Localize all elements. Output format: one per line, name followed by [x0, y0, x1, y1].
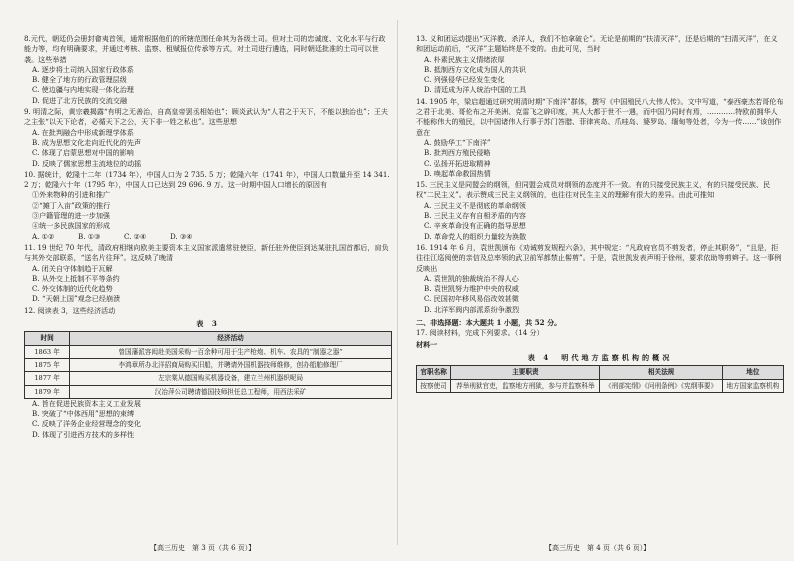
table-cell: 《刑部宪纲》《问刑条例》《宪纲事要》 [600, 379, 722, 392]
left-page [24, 34, 392, 441]
table-row [25, 385, 392, 398]
table-header-cell: 地位 [722, 366, 783, 379]
answer-option: A. 闭关自守体制趋于瓦解 [32, 263, 113, 273]
answer-option: D. 体现了引进西方技术的多样性 [32, 429, 135, 439]
answer-option: D. ③④ [170, 231, 193, 241]
answer-option: C. 反映了洋务企业经营理念的变化 [32, 419, 141, 429]
right-page [416, 34, 784, 393]
table-cell: 1879 年 [25, 385, 70, 398]
answer-option: B. 突破了“中体西用”思想的束缚 [32, 409, 135, 419]
answer-options-row [24, 232, 392, 242]
answer-option: A. 三民主义不是彻底的革命纲领 [424, 200, 526, 210]
question-stem: 13. 义和团运动提出“灭洋教、杀洋人，我们不怕拿破仑”。无论是前期的“扶清灭洋”，还是后期的“扫清灭洋”，在义和团运动前后，“灭洋”主题始终是不变的。由此可见，当时 [416, 34, 778, 54]
question [416, 243, 784, 315]
table-row [417, 379, 784, 392]
table-header-row [417, 366, 784, 379]
table-caption: 表 3 [196, 319, 220, 329]
table-cell: 曾国藩派容闳赴美国采购一百余种可用于生产枪炮、机车、农具的“制器之器” [70, 345, 392, 358]
question-stem: 9. 明清之际，黄宗羲揭露“有明之无善治，自高皇帝罢丞相始也”；顾炎武认为“人君之于天下，不能以独治也”；王夫之主张“以天下论者，必循天下之公，天下非一姓之私也”。这些思想 [24, 107, 389, 127]
section-heading: 二、非选择题：本大题共 1 小题，共 52 分。 [416, 318, 562, 328]
answer-option: B. 批判西方殖民侵略 [424, 148, 491, 158]
table-cell: 左宗棠从德国购买机器设备，建立兰州机器织呢局 [70, 372, 392, 385]
question [24, 170, 392, 242]
table-caption: 表 4 明代地方监察机构的概况 [527, 352, 673, 362]
answer-option: B. 袁世凯努力维护中央的权威 [424, 284, 519, 294]
table-header-cell: 时间 [25, 332, 70, 345]
data-table [416, 365, 784, 393]
left-page-footer: 【高三历史 第 3 页（共 6 页）】 [150, 544, 256, 552]
answer-option: A. 袁世凯的独裁统治不得人心 [424, 273, 519, 283]
data-table [24, 331, 392, 398]
table-header-cell: 主要职责 [451, 366, 600, 379]
answer-option: A. 旨在促进民族资本主义工业发展 [32, 398, 141, 408]
answer-option: C. 辛亥革命没有正确的指导思想 [424, 221, 526, 231]
question-stem: 8.元代，朝廷仍会册封畲夷首领，通常根据他们的所辖范围任命其为各级土司。但对土司的忠诚度、文化水平与行政能力等，均有明确要求，并通过考核、监察、租赋报位传承等方式，对土司进行遴选，同时朝廷批准的土司可以世袭。这些举措 [24, 34, 386, 64]
answer-option: A. 朴素民族主义情绪浓厚 [424, 54, 505, 64]
table-cell: 1863 年 [25, 345, 70, 358]
table-cell: 地方国家监察机构 [722, 379, 783, 392]
table-header-cell: 相关法规 [600, 366, 722, 379]
question [416, 34, 784, 96]
table-row [25, 358, 392, 371]
material-label: 材料一 [416, 339, 438, 349]
table-cell: 1877 年 [25, 372, 70, 385]
answer-option: B. 从外交上抵制不平等条约 [32, 273, 120, 283]
question-stem: 15. 三民主义是同盟会的纲领，但同盟会成员对纲领的态度并不一致。有的只接受民族主义，有的只接受民族、民权“二民主义”。表示赞成三民主义纲领的，也往往对民生主义的理解有很大的差异。由此可推知 [416, 180, 771, 200]
answer-option: C. ②④ [124, 231, 147, 241]
table-row [25, 372, 392, 385]
answer-option: A. 在批判融合中形成新理学体系 [32, 127, 134, 137]
answer-option: C. 外交体制的近代化趋势 [32, 284, 113, 294]
answer-option: A. 逐步将土司纳入国家行政体系 [32, 64, 134, 74]
question-stem: 11. 19 世纪 70 年代，清政府相继向欧美主要资本主义国家派遣常驻使臣，新任驻外使臣到达某驻扎国首都后，肩负与其外交部联系，“送名片往拜”。这反映了晚清 [24, 242, 389, 263]
table-header-cell: 经济活动 [70, 332, 392, 345]
answer-option: B. ①③ [78, 231, 101, 241]
answer-option: D. 反映了儒家思想主流地位的动摇 [32, 158, 142, 168]
question [24, 306, 392, 440]
answer-option: B. 成为思想文化走向近代化的先声 [32, 137, 142, 147]
right-page-footer: 【高三历史 第 4 页（共 6 页）】 [545, 544, 651, 552]
question-item: ①外来物种的引进和推广 [32, 190, 111, 200]
question [416, 180, 784, 242]
page-divider [397, 20, 398, 545]
answer-option: D. 北洋军阀内部派系纷争激烈 [424, 304, 520, 314]
answer-option: C. 弘扬开拓进取精神 [424, 158, 491, 168]
table-cell: 李鸿章所办北洋招商局购买旧船，并聘请外国机器技师维修，创办船舶修理厂 [70, 358, 392, 371]
question-item: ③户籍管理的进一步加强 [32, 211, 111, 221]
question-stem: 14. 1905 年，梁启超通过研究明清时期“下南洋”群体，撰写《中国殖民八大伟人传》。文中写道，“泰西豪杰若哥伦布之君于北美、哥伦布之开美洲、克雷飞之辟印度，其人大都于世不一遇，而中国乃同时有焉，…………特欧前拥华人不能称伟大的殖民，以中国诸伟人行事于苏门答腊、菲律宾岛、爪哇岛、婆罗岛、缅甸等处者，今为一传……”该创作意在 [416, 96, 784, 137]
table-row [25, 345, 392, 358]
question-stem: 12. 阅读表 3，这些经济活动 [24, 305, 116, 315]
answer-option: A. ①② [32, 231, 55, 241]
question-stem: 17. 阅读材料，完成下列要求。（14 分） [416, 328, 544, 338]
answer-option: B. 抵制西方文化成为国人的共识 [424, 64, 526, 74]
question [24, 107, 392, 169]
table-cell: 1875 年 [25, 358, 70, 371]
question [24, 34, 392, 106]
answer-option: A. 鼓励华工“下南洋” [424, 137, 491, 147]
question-stem: 16. 1914 年 6 月，袁世凯颁布《劝诫剪发规程六条》，其中规定：“凡政府官员不剪发者，停止其职务”，“且是，拒往往江巡阅使的亲信及总率领的武卫前军都禁止髻剪”。于是，袁世凯发表声明于徐州，要求依助等剪辫子。这一事例反映出 [416, 242, 782, 273]
answer-option: D. 唤起革命救国热情 [424, 168, 491, 178]
answer-option: D. 清廷成为洋人统治中国的工具 [424, 85, 527, 95]
table-cell: 按察使司 [417, 379, 451, 392]
table-cell: 荐举刑狱官吏，监察地方刑狱，参与并监察科举 [451, 379, 600, 392]
question-stem: 10. 据统计，乾隆十二年（1734 年），中国人口为 2 735. 5 万；乾隆六年（1741 年），中国人口数量升至 14 341. 2 万；乾隆六十年（1795 年），中国人口已达到 29 696. 9 万。这一时期中国人口增长的原因有 [24, 169, 390, 190]
answer-option: D. “天朝上国”观念已经崩溃 [32, 294, 121, 304]
answer-option: C. 体现了启蒙思想对中国的影响 [32, 148, 134, 158]
answer-option: D. 革命党人的组织力量较为涣散 [424, 231, 527, 241]
answer-option: B. 健全了地方的行政管理层级 [32, 75, 127, 85]
table-header-row [25, 332, 392, 345]
answer-option: C. 民国初年移风易俗改效甚微 [424, 294, 519, 304]
question [24, 243, 392, 305]
answer-option: B. 三民主义存有自相矛盾的内容 [424, 211, 526, 221]
question-item: ④统一多民族国家的形成 [32, 221, 111, 231]
question-item: ②“摊丁入亩”政策的推行 [32, 200, 111, 210]
answer-option: C. 列强侵华已经发生变化 [424, 75, 505, 85]
question [416, 97, 784, 179]
table-cell: 汉冶萍公司聘请德国技师担任总工程师，用西法采矿 [70, 385, 392, 398]
answer-option: D. 促进了北方民族的交流交融 [32, 95, 128, 105]
table-header-cell: 官职名称 [417, 366, 451, 379]
answer-option: C. 使边疆与内地实现一体化治理 [32, 85, 134, 95]
